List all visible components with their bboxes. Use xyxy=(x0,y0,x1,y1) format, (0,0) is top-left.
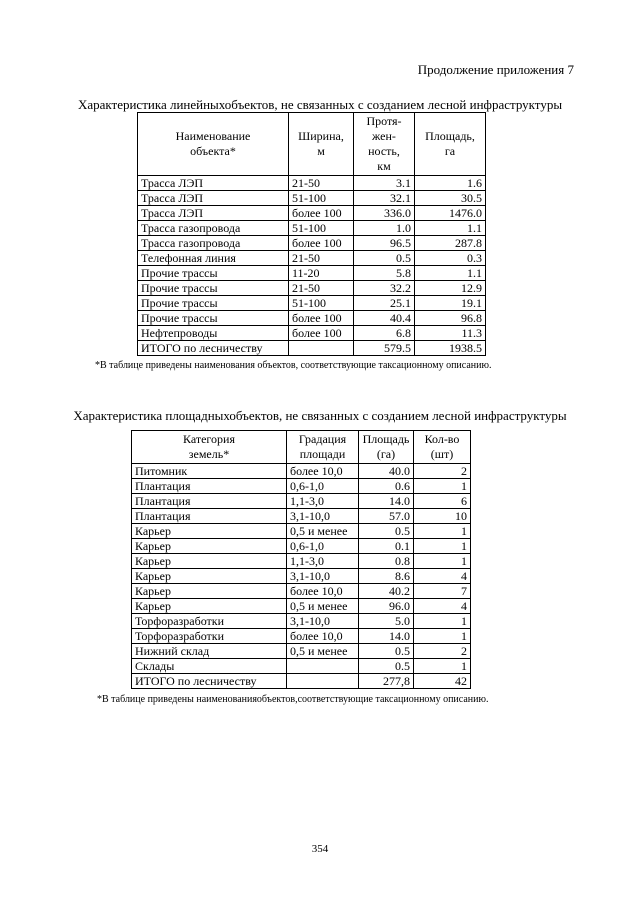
table-row xyxy=(138,191,486,206)
column-header-gradation xyxy=(287,431,359,464)
column-header-length xyxy=(354,113,415,176)
table-cell: 1476.0 xyxy=(415,206,486,221)
table-cell: 12.9 xyxy=(415,281,486,296)
table-cell: более 100 xyxy=(289,236,354,251)
table-cell: Трасса ЛЭП xyxy=(138,206,289,221)
table-cell: 0.5 xyxy=(359,524,414,539)
table-cell: 5.8 xyxy=(354,266,415,281)
table-cell: 11-20 xyxy=(289,266,354,281)
table-cell: 1 xyxy=(414,629,471,644)
table-cell: 7 xyxy=(414,584,471,599)
table-cell: 40.4 xyxy=(354,311,415,326)
table-row xyxy=(132,584,471,599)
table-cell: 1.6 xyxy=(415,176,486,191)
table-cell: 579.5 xyxy=(354,341,415,356)
table-row xyxy=(132,614,471,629)
table-row xyxy=(132,659,471,674)
table-cell: 21-50 xyxy=(289,251,354,266)
table-body xyxy=(132,464,471,689)
table-cell: 2 xyxy=(414,644,471,659)
table-row xyxy=(132,524,471,539)
linear-objects-footnote: *В таблице приведены наименования объектов, соответствующие таксационному описанию. xyxy=(95,360,492,371)
table-row xyxy=(132,599,471,614)
table-cell xyxy=(287,674,359,689)
table-cell: Трасса газопровода xyxy=(138,236,289,251)
table-cell: 287.8 xyxy=(415,236,486,251)
table-cell: Карьер xyxy=(132,599,287,614)
table-cell: 21-50 xyxy=(289,176,354,191)
header-line: объекта* xyxy=(190,144,236,158)
column-header-area xyxy=(359,431,414,464)
table-cell: 0,5 и менее xyxy=(287,524,359,539)
table-row xyxy=(132,554,471,569)
header-line: площади xyxy=(299,447,346,461)
table-cell: 10 xyxy=(414,509,471,524)
table-cell: 3.1 xyxy=(354,176,415,191)
table-cell: 1 xyxy=(414,659,471,674)
table-row xyxy=(138,236,486,251)
table-cell: Карьер xyxy=(132,524,287,539)
table-cell: 336.0 xyxy=(354,206,415,221)
table-cell: 42 xyxy=(414,674,471,689)
table-cell: 25.1 xyxy=(354,296,415,311)
table-cell: 96.5 xyxy=(354,236,415,251)
table-row xyxy=(132,629,471,644)
table-cell: 1.1 xyxy=(415,266,486,281)
table-cell: более 10,0 xyxy=(287,464,359,479)
table-row xyxy=(132,539,471,554)
table-cell: Карьер xyxy=(132,554,287,569)
table-cell: Трасса газопровода xyxy=(138,221,289,236)
table-row xyxy=(132,494,471,509)
table-cell: 4 xyxy=(414,569,471,584)
table-cell: 0,5 и менее xyxy=(287,599,359,614)
linear-objects-table-title: Характеристика линейныхобъектов, не связанных с созданием лесной инфраструктуры xyxy=(77,97,563,112)
table-cell: 19.1 xyxy=(415,296,486,311)
table-cell: 2 xyxy=(414,464,471,479)
table-body xyxy=(138,176,486,356)
table-cell: Трасса ЛЭП xyxy=(138,191,289,206)
header-line: км xyxy=(377,159,391,173)
table-cell: 1 xyxy=(414,614,471,629)
table-row xyxy=(138,266,486,281)
table-row xyxy=(138,251,486,266)
table-cell: более 100 xyxy=(289,206,354,221)
header-line: Категория xyxy=(183,432,235,446)
table-cell: 0,6-1,0 xyxy=(287,479,359,494)
column-header-area xyxy=(415,113,486,176)
column-header-name xyxy=(138,113,289,176)
table-cell: 1 xyxy=(414,479,471,494)
table-cell: 0.3 xyxy=(415,251,486,266)
header-line: (га) xyxy=(376,447,396,461)
header-line: Протя- xyxy=(366,114,402,128)
header-line: (шт) xyxy=(430,447,454,461)
table-cell: 4 xyxy=(414,599,471,614)
table-cell: Плантация xyxy=(132,494,287,509)
table-cell: 1938.5 xyxy=(415,341,486,356)
table-cell: Нижний склад xyxy=(132,644,287,659)
table-row xyxy=(132,464,471,479)
linear-objects-table xyxy=(137,112,486,356)
table-cell: 96.8 xyxy=(415,311,486,326)
table-cell: Торфоразработки xyxy=(132,614,287,629)
table-cell: 40.2 xyxy=(359,584,414,599)
header-line: Площадь, xyxy=(425,129,475,143)
table-row xyxy=(138,296,486,311)
table-cell: 0.5 xyxy=(359,644,414,659)
table-cell: 6.8 xyxy=(354,326,415,341)
header-line: Кол-во xyxy=(424,432,460,446)
table-cell: Прочие трассы xyxy=(138,266,289,281)
table-cell: 1 xyxy=(414,554,471,569)
table-cell: Склады xyxy=(132,659,287,674)
table-cell: 5.0 xyxy=(359,614,414,629)
table-row xyxy=(138,311,486,326)
table-row xyxy=(138,341,486,356)
header-line: Наименование xyxy=(175,129,251,143)
header-row xyxy=(132,431,471,464)
area-objects-footnote: *В таблице приведены наименованияобъектов,соответствующие таксационному описанию. xyxy=(97,694,489,705)
table-cell: Телефонная линия xyxy=(138,251,289,266)
table-cell xyxy=(287,659,359,674)
table-row xyxy=(132,644,471,659)
table-cell: 0.1 xyxy=(359,539,414,554)
table-cell: 0.5 xyxy=(359,659,414,674)
table-cell: 30.5 xyxy=(415,191,486,206)
table-cell: Прочие трассы xyxy=(138,296,289,311)
table-header xyxy=(132,431,471,464)
header-line: га xyxy=(444,144,456,158)
table-cell: 8.6 xyxy=(359,569,414,584)
table-row xyxy=(138,221,486,236)
table-cell: Карьер xyxy=(132,539,287,554)
table-cell: 0.6 xyxy=(359,479,414,494)
header-line: Ширина, xyxy=(298,129,344,143)
table-cell: ИТОГО по лесничеству xyxy=(132,674,287,689)
area-objects-table-title: Характеристика площадныхобъектов, не связанных с созданием лесной инфраструктуры xyxy=(73,408,567,423)
page-number: 354 xyxy=(311,843,329,855)
table-cell: 1,1-3,0 xyxy=(287,494,359,509)
table-cell: 1,1-3,0 xyxy=(287,554,359,569)
table-row xyxy=(138,206,486,221)
table-row xyxy=(132,569,471,584)
table-cell: Карьер xyxy=(132,584,287,599)
header-line: Площадь xyxy=(362,432,410,446)
area-objects-table xyxy=(131,430,471,689)
table-cell: 1 xyxy=(414,539,471,554)
table-cell: Питомник xyxy=(132,464,287,479)
table-header xyxy=(138,113,486,176)
column-header-count xyxy=(414,431,471,464)
table-cell: 51-100 xyxy=(289,296,354,311)
table-cell: 40.0 xyxy=(359,464,414,479)
table-cell: 96.0 xyxy=(359,599,414,614)
table-cell: 0,5 и менее xyxy=(287,644,359,659)
table-cell: ИТОГО по лесничеству xyxy=(138,341,289,356)
table-cell: 32.2 xyxy=(354,281,415,296)
table-cell: Трасса ЛЭП xyxy=(138,176,289,191)
table-cell: 14.0 xyxy=(359,494,414,509)
table-cell: более 10,0 xyxy=(287,629,359,644)
table-cell: 3,1-10,0 xyxy=(287,569,359,584)
table-cell: Плантация xyxy=(132,509,287,524)
table-cell: 0.5 xyxy=(354,251,415,266)
table-cell: 21-50 xyxy=(289,281,354,296)
table-cell: 32.1 xyxy=(354,191,415,206)
table-row xyxy=(138,326,486,341)
table-cell: 14.0 xyxy=(359,629,414,644)
table-cell: 1.0 xyxy=(354,221,415,236)
table-cell: 57.0 xyxy=(359,509,414,524)
table-row xyxy=(132,479,471,494)
table-cell: Торфоразработки xyxy=(132,629,287,644)
table-cell: 11.3 xyxy=(415,326,486,341)
table-cell: 1.1 xyxy=(415,221,486,236)
table-cell: Прочие трассы xyxy=(138,281,289,296)
header-line: ность, xyxy=(368,144,400,158)
table-cell: 51-100 xyxy=(289,191,354,206)
table-cell: 0.8 xyxy=(359,554,414,569)
table-cell: более 100 xyxy=(289,326,354,341)
table-cell: 6 xyxy=(414,494,471,509)
table-cell: 0,6-1,0 xyxy=(287,539,359,554)
table-cell: 277,8 xyxy=(359,674,414,689)
table-cell: более 100 xyxy=(289,311,354,326)
table-row xyxy=(132,509,471,524)
table-cell: Нефтепроводы xyxy=(138,326,289,341)
header-line: м xyxy=(317,144,325,158)
header-row xyxy=(138,113,486,176)
appendix-continuation-note: Продолжение приложения 7 xyxy=(417,62,574,77)
table-cell xyxy=(289,341,354,356)
table-cell: 51-100 xyxy=(289,221,354,236)
header-line: земель* xyxy=(188,447,230,461)
table-row xyxy=(138,176,486,191)
header-line: жен- xyxy=(372,129,396,143)
header-line: Градация xyxy=(298,432,347,446)
table-row xyxy=(138,281,486,296)
column-header-width xyxy=(289,113,354,176)
table-cell: Плантация xyxy=(132,479,287,494)
table-cell: более 10,0 xyxy=(287,584,359,599)
table-cell: Прочие трассы xyxy=(138,311,289,326)
column-header-category xyxy=(132,431,287,464)
table-cell: Карьер xyxy=(132,569,287,584)
table-row xyxy=(132,674,471,689)
table-cell: 3,1-10,0 xyxy=(287,509,359,524)
table-cell: 1 xyxy=(414,524,471,539)
table-cell: 3,1-10,0 xyxy=(287,614,359,629)
